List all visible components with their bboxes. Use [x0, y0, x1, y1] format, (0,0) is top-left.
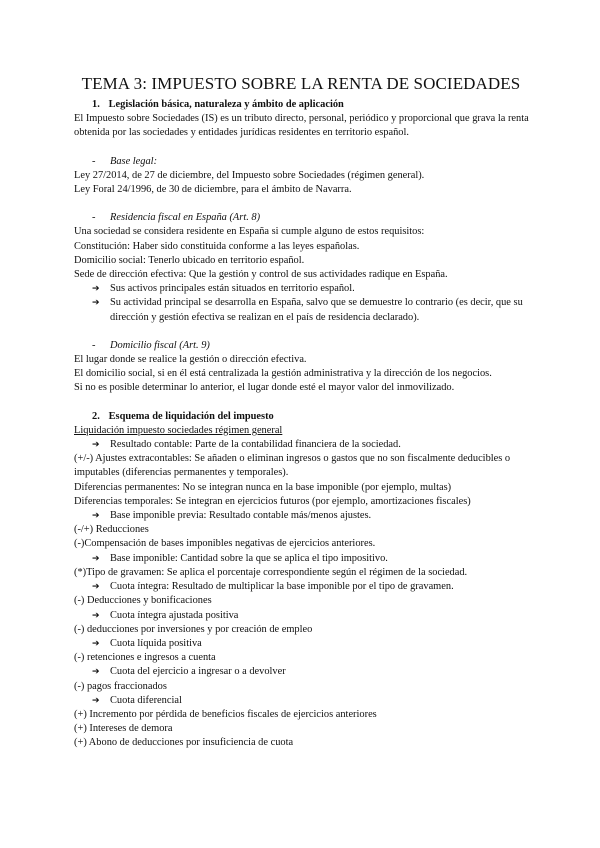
arrow-right-icon: ➔: [92, 553, 100, 564]
arrow-item-text: Resultado contable: Parte de la contabilidad financiera de la sociedad.: [110, 439, 401, 451]
residencia-line: Constitución: Haber sido constituida conforme a las leyes españolas.: [74, 240, 360, 252]
base-legal-heading: [92, 155, 540, 169]
liquidacion-arrow-item: [92, 580, 540, 594]
arrow-item-text: Su actividad principal se desarrolla en España, salvo que se demuestre lo contrario (es decir, que su dirección y gestión efectiva se realizan en el país de residencia declarado).: [110, 297, 523, 323]
residencia-arrow-item: [92, 296, 540, 324]
base-legal-line: Ley Foral 24/1996, de 30 de diciembre, para el ámbito de Navarra.: [74, 184, 352, 196]
arrow-item-text: Cuota líquida positiva: [110, 637, 202, 649]
base-legal-line: Ley 27/2014, de 27 de diciembre, del Impuesto sobre Sociedades (régimen general).: [74, 169, 425, 181]
arrow-right-icon: ➔: [92, 667, 100, 678]
dash-bullet: -: [92, 212, 96, 224]
arrow-right-icon: ➔: [92, 284, 100, 295]
domicilio-line: El lugar donde se realice la gestión o dirección efectiva.: [74, 354, 307, 366]
arrow-item-text: Cuota íntegra: Resultado de multiplicar la base imponible por el tipo de gravamen.: [110, 581, 454, 593]
arrow-item-text: Sus activos principales están situados en territorio español.: [110, 283, 355, 295]
residencia-line: Sede de dirección efectiva: Que la gestión y control de sus actividades radique en España.: [74, 269, 448, 281]
liquidacion-arrow-item: [92, 637, 540, 651]
arrow-right-icon: ➔: [92, 695, 100, 706]
section-2-number: 2.: [92, 410, 100, 422]
liquidacion-arrow-item: [92, 509, 540, 523]
section-2-heading: [92, 410, 540, 424]
arrow-right-icon: ➔: [92, 511, 100, 522]
domicilio-title: Domicilio fiscal (Art. 9): [110, 339, 210, 351]
section-2-title: Esquema de liquidación del impuesto: [108, 410, 274, 422]
arrow-right-icon: ➔: [92, 638, 100, 649]
arrow-item-text: Base imponible previa: Resultado contable más/menos ajustes.: [110, 510, 372, 522]
liquidacion-line: Diferencias permanentes: No se integran nunca en la base imponible (por ejemplo, multas): [74, 481, 452, 493]
domicilio-line: Si no es posible determinar lo anterior, el lugar donde esté el mayor valor del inmovilizado.: [74, 382, 455, 394]
section-2-subtitle: Liquidación impuesto sociedades régimen general: [74, 424, 283, 436]
liquidacion-arrow-item: [92, 438, 540, 452]
dash-bullet: -: [92, 339, 96, 351]
arrow-right-icon: ➔: [92, 582, 100, 593]
arrow-right-icon: ➔: [92, 610, 100, 621]
liquidacion-arrow-item: [92, 665, 540, 679]
section-1-number: 1.: [92, 99, 100, 110]
liquidacion-line: (+) Incremento por pérdida de beneficios fiscales de ejercicios anteriores: [74, 708, 377, 720]
liquidacion-line: Diferencias temporales: Se integran en ejercicios futuros (por ejemplo, amortizaciones fiscales): [74, 495, 471, 507]
liquidacion-line: (-) pagos fraccionados: [74, 680, 167, 692]
liquidacion-line: (-) deducciones por inversiones y por creación de empleo: [74, 623, 313, 635]
liquidacion-line: (+) Intereses de demora: [74, 723, 173, 735]
arrow-right-icon: ➔: [92, 440, 100, 451]
liquidacion-line: (+/-) Ajustes extracontables: Se añaden o eliminan ingresos o gastos que no son fiscalmente deducibles o imputables (diferencias permanentes y temporales).: [74, 453, 511, 479]
page-title: TEMA 3: IMPUESTO SOBRE LA RENTA DE SOCIEDADES: [81, 74, 521, 93]
liquidacion-arrow-item: [92, 609, 540, 623]
arrow-item-text: Cuota íntegra ajustada positiva: [110, 609, 239, 621]
liquidacion-line: (-)Compensación de bases imponibles negativas de ejercicios anteriores.: [74, 538, 376, 550]
residencia-title: Residencia fiscal en España (Art. 8): [110, 212, 261, 224]
section-1-title: Legislación básica, naturaleza y ámbito de aplicación: [108, 99, 344, 110]
liquidacion-line: (+) Abono de deducciones por insuficiencia de cuota: [74, 737, 294, 749]
liquidacion-line: (-) Deducciones y bonificaciones: [74, 595, 212, 607]
liquidacion-line: (-/+) Reducciones: [74, 524, 149, 536]
arrow-right-icon: ➔: [92, 298, 100, 309]
arrow-item-text: Base imponible: Cantidad sobre la que se aplica el tipo impositivo.: [110, 552, 388, 564]
residencia-line: Domicilio social: Tenerlo ubicado en territorio español.: [74, 254, 305, 266]
residencia-heading: [92, 211, 540, 225]
liquidacion-arrow-item: [92, 552, 540, 566]
dash-bullet: -: [92, 155, 96, 167]
section-1-intro: El Impuesto sobre Sociedades (IS) es un tributo directo, personal, periódico y proporcional que grava la renta obtenida por las sociedades y entidades jurídicas residentes en territorio español.: [74, 113, 529, 139]
domicilio-heading: [92, 339, 540, 353]
residencia-line: Una sociedad se considera residente en España si cumple alguno de estos requisitos:: [74, 226, 425, 238]
liquidacion-arrow-item: [92, 694, 540, 708]
liquidacion-list: [74, 438, 540, 750]
domicilio-line: El domicilio social, si en él está centralizada la gestión administrativa y la dirección de los negocios.: [74, 368, 492, 380]
residencia-arrow-item: [92, 282, 540, 296]
arrow-item-text: Cuota del ejercicio a ingresar o a devolver: [110, 666, 286, 678]
base-legal-title: Base legal:: [110, 155, 158, 167]
section-1-heading: [92, 98, 540, 112]
liquidacion-line: (*)Tipo de gravamen: Se aplica el porcentaje correspondiente según el régimen de la sociedad.: [74, 566, 468, 578]
arrow-item-text: Cuota diferencial: [110, 694, 182, 706]
liquidacion-line: (-) retenciones e ingresos a cuenta: [74, 652, 216, 664]
